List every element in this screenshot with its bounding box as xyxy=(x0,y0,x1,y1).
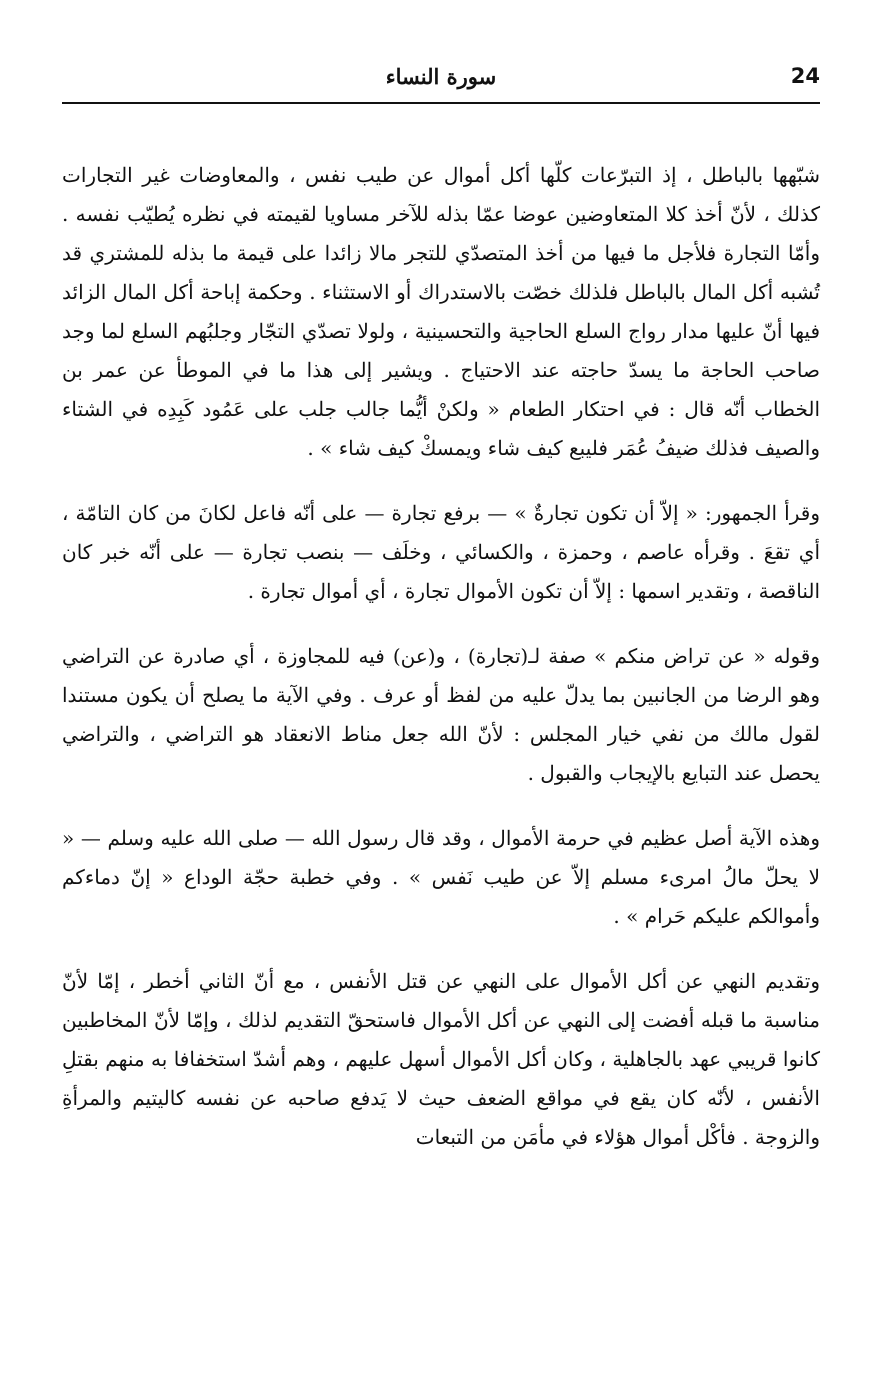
book-page xyxy=(62,58,820,1183)
page-header xyxy=(62,58,820,104)
paragraph-1: شبّهها بالباطل ، إذ التبرّعات كلّها أكل أموال عن طيب نفس ، والمعاوضات غير التجارات كذلك ، لأنّ أخذ كلا المتعاوضين عوضا عمّا بذله للآخر مساويا لقيمته في نظره يُطيّب نفسه . وأمّا التجارة فلأجل ما فيها من أخذ المتصدّي للتجر مالا زائدا على قيمة ما بذله للمشتري قد تُشبه أكل المال بالباطل فلذلك خصّت بالاستدراك أو الاستثناء . وحكمة إباحة أكل المال الزائد فيها أنّ عليها مدار رواج السلع الحاجية والتحسينية ، ولولا تصدّي التجّار وجلبُهم السلع لما وجد صاحب الحاجة ما يسدّ حاجته عند الاحتياج . ويشير إلى هذا ما في الموطأ عن عمر بن الخطاب أنّه قال : في احتكار الطعام « ولكنْ أيُّما جالب جلب على عَمُود كَبِدِه في الشتاء والصيف فذلك ضيفُ عُمَر فليبع كيف شاء ويمسكْ كيف شاء » . xyxy=(62,163,820,460)
paragraph-5: وتقديم النهي عن أكل الأموال على النهي عن قتل الأنفس ، مع أنّ الثاني أخطر ، إمّا لأنّ مناسبة ما قبله أفضت إلى النهي عن أكل الأموال فاستحقّ التقديم لذلك ، وإمّا لأنّ المخاطبين كانوا قريبي عهد بالجاهلية ، وكان أكل الأموال أسهل عليهم ، وهم أشدّ استخفافا به منهم بقتلِ الأنفس ، لأنّه كان يقع في مواقع الضعف حيث لا يَدفع صاحبه عن نفسه كاليتيم والمرأةِ والزوجة . فأكْل أموال هؤلاء في مأمَن من التبعات xyxy=(62,969,820,1149)
paragraph-4: وهذه الآية أصل عظيم في حرمة الأموال ، وقد قال رسول الله — صلى الله عليه وسلم — « لا يحلّ مالُ امرىء مسلم إلاّ عن طيب نَفس » . وفي خطبة حجّة الوداع « إنّ دماءكم وأموالكم عليكم حَرام » . xyxy=(62,826,820,928)
paragraph-3: وقوله « عن تراض منكم » صفة لـ(تجارة) ، و(عن) فيه للمجاوزة ، أي صادرة عن التراضي وهو الرضا من الجانبين بما يدلّ عليه من لفظ أو عرف . وفي الآية ما يصلح أن يكون مستندا لقول مالك من نفي خيار المجلس : لأنّ الله جعل مناط الانعقاد هو التراضي ، والتراضي يحصل عند التبايع بالإيجاب والقبول . xyxy=(62,644,820,785)
body-text xyxy=(62,156,820,1157)
running-title: سورة النساء xyxy=(385,64,497,89)
paragraph-2: وقرأ الجمهور: « إلاّ أن تكون تجارةٌ » — برفع تجارة — على أنّه فاعل لكانَ من كان التامّة ، أي تقعَ . وقرأه عاصم ، وحمزة ، والكسائي ، وخلَف — بنصب تجارة — على أنّه خبر كان الناقصة ، وتقدير اسمها : إلاّ أن تكون الأموال تجارة ، أي أموال تجارة . xyxy=(62,501,820,603)
page-number: 24 xyxy=(790,64,820,88)
